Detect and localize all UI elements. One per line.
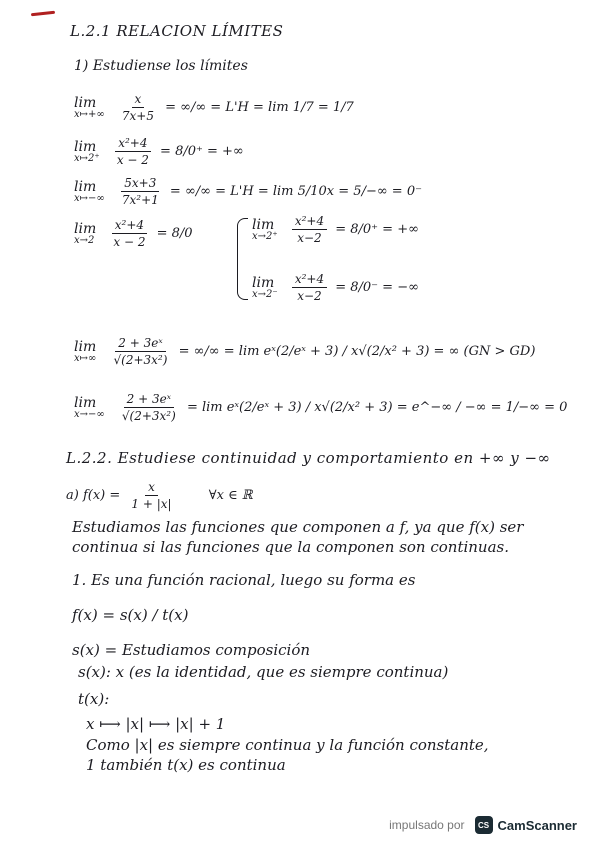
lim-word: lim [74,339,97,355]
side-limit-right [252,214,419,245]
paragraph-line-7: t(x): [78,690,110,708]
limit-rest: = 8/0⁻ = −∞ [335,280,419,295]
lim-sub: x→2 [74,235,95,246]
function-definition [66,480,253,511]
frac-den: √(2+3x²) [121,409,176,423]
paragraph-line-10: 1 también t(x) es continua [86,756,286,774]
frac-den: x − 2 [116,153,149,167]
limit-row-6 [74,392,567,423]
paragraph-line-5: s(x) = Estudiamos composición [72,641,311,659]
paragraph-line-8: x ⟼ |x| ⟼ |x| + 1 [86,715,226,733]
paragraph-line-9: Como |x| es siempre continua y la función constante, [86,736,489,754]
limit-row-2 [74,136,244,167]
function-domain: ∀x ∈ ℝ [208,488,253,503]
section-title-1: L.2.1 RELACION LÍMITES [70,22,284,40]
frac-den: 7x+5 [121,109,154,123]
section-subtitle-1: 1) Estudiense los límites [74,58,248,74]
limit-row-4 [74,218,193,249]
paragraph-line-1: Estudiamos las funciones que componen a f, ya que f(x) ser [72,518,524,536]
lim-sub: x↦+∞ [74,109,105,120]
limit-rest: = 8/0 [156,226,193,241]
limit-rest: = lim eˣ(2/eˣ + 3) / x√(2/x² + 3) = e^−∞ / −∞ = 1/−∞ = 0 [186,400,568,415]
lim-sub: x↦∞ [74,353,97,364]
frac-den: x−2 [297,289,322,303]
powered-by-text: impulsado por [389,818,465,832]
paragraph-line-2: continua si las funciones que la componen son continuas. [72,538,509,556]
limit-rest: = ∞/∞ = L'H = lim 5/10x = 5/−∞ = 0⁻ [169,184,422,199]
curly-brace [237,218,248,300]
frac-den: x − 2 [113,235,146,249]
frac-num: x²+4 [292,272,327,288]
side-limit-left [252,272,419,303]
lim-sub: x→2⁺ [252,231,278,242]
lim-word: lim [74,139,97,155]
camscanner-logo-icon: CS [475,816,493,834]
lim-sub: x→−∞ [74,409,105,420]
frac-den: x−2 [297,231,322,245]
camscanner-brand: CamScanner [497,817,577,833]
frac-num: x²+4 [115,136,150,152]
limit-rest: = ∞/∞ = lim eˣ(2/eˣ + 3) / x√(2/x² + 3) = ∞ (GN > GD) [178,344,536,359]
frac-num: 2 + 3eˣ [115,336,165,352]
red-pen-mark [31,11,55,16]
limit-rest: = ∞/∞ = L'H = lim 1/7 = 1/7 [165,100,354,115]
paragraph-line-3: 1. Es una función racional, luego su forma es [72,571,416,589]
lim-word: lim [74,179,97,195]
limit-row-1 [74,92,354,123]
limit-row-5 [74,336,535,367]
frac-den: 1 + |x| [131,497,172,511]
lim-word: lim [74,95,97,111]
frac-den: 7x²+1 [121,193,159,207]
lim-sub: x→2⁻ [252,289,278,300]
lim-word: lim [252,275,275,291]
frac-den: √(2+3x²) [113,353,168,367]
lim-word: lim [252,217,275,233]
frac-num: x²+4 [112,218,147,234]
lim-word: lim [74,221,97,237]
limit-row-3 [74,176,422,207]
frac-num: 5x+3 [121,176,159,192]
frac-num: x [145,480,158,496]
frac-num: x²+4 [292,214,327,230]
limit-rest: = 8/0⁺ = +∞ [160,144,244,159]
lim-sub: x↦−∞ [74,193,105,204]
paragraph-line-6: s(x): x (es la identidad, que es siempre continua) [78,663,449,681]
paragraph-line-4: f(x) = s(x) / t(x) [72,606,189,624]
function-label: a) f(x) = [66,488,121,503]
lim-sub: x↦2⁺ [74,153,100,164]
frac-num: 2 + 3eˣ [124,392,174,408]
limit-rest: = 8/0⁺ = +∞ [335,222,419,237]
lim-word: lim [74,395,97,411]
camscanner-footer [389,816,577,834]
frac-num: x [132,92,145,108]
section-title-2: L.2.2. Estudiese continuidad y comportamiento en +∞ y −∞ [66,449,551,467]
